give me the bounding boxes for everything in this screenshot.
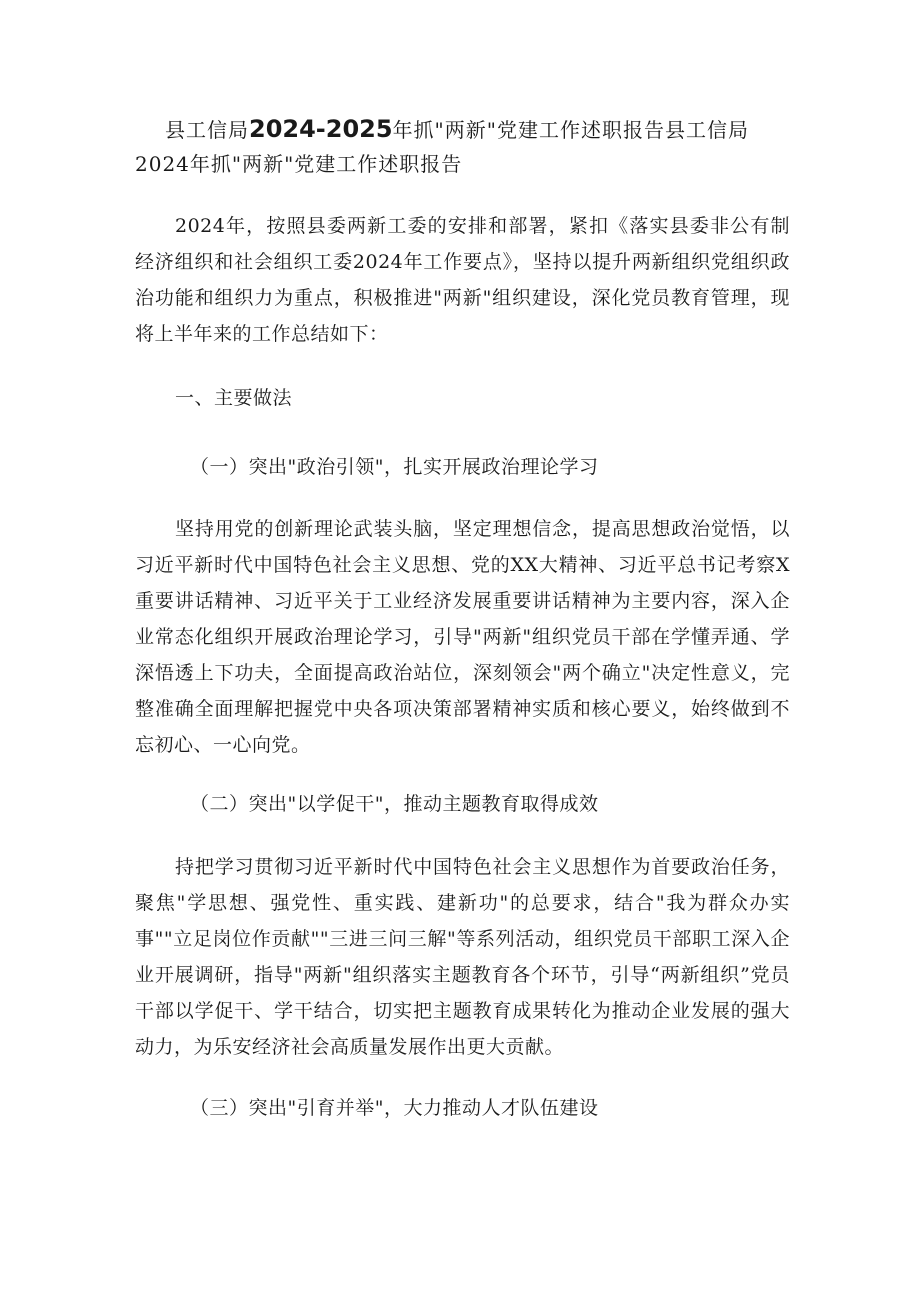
- subsection-body-political-leadership: 坚持用党的创新理论武装头脑，坚定理想信念，提高思想政治觉悟，以习近平新时代中国特色社会主义思想、党的XX大精神、习近平总书记考察X重要讲话精神、习近平关于工业经济发展重要讲话精神为主要内容，深入企业常态化组织开展政治理论学习，引导"两新"组织党员干部在学懂弄通、学深悟透上下功夫，全面提高政治站位，深刻领会"两个确立"决定性意义，完整准确全面理解把握党中央各项决策部署精神实质和核心要义，始终做到不忘初心、一心向党。: [135, 518, 790, 756]
- intro-paragraph: 2024年，按照县委两新工委的安排和部署，紧扣《落实县委非公有制经济组织和社会组织工委2024年工作要点》，坚持以提升两新组织党组织政治功能和组织力为重点，积极推进"两新"组织建设，深化党员教育管理，现将上半年来的工作总结如下：: [135, 215, 790, 345]
- subsection-heading-talent-development: （三）突出"引育并举"，大力推动人才队伍建设: [190, 1097, 599, 1119]
- subsection-heading-political-leadership: （一）突出"政治引领"，扎实开展政治理论学习: [190, 456, 599, 478]
- document-title: [135, 112, 795, 181]
- title-prefix: 县工信局: [165, 118, 249, 142]
- subsection-heading-learning-promotes-work: （二）突出"以学促干"，推动主题教育取得成效: [190, 793, 599, 815]
- title-rest: 年抓"两新"党建工作述职报告县工信局2024年抓"两新"党建工作述职报告: [135, 118, 749, 176]
- subsection-body-learning-promotes-work: 持把学习贯彻习近平新时代中国特色社会主义思想作为首要政治任务，聚焦"学思想、强党性、重实践、建新功"的总要求，结合"我为群众办实事""立足岗位作贡献""三进三问三解"等系列活动，组织党员干部职工深入企业开展调研，指导"两新"组织落实主题教育各个环节，引导“两新组织”党员干部以学促干、学干结合，切实把主题教育成果转化为推动企业发展的强大动力，为乐安经济社会高质量发展作出更大贡献。: [135, 856, 790, 1058]
- section-heading-main-practices: 一、主要做法: [175, 387, 293, 409]
- title-years: 2024-2025: [249, 115, 393, 143]
